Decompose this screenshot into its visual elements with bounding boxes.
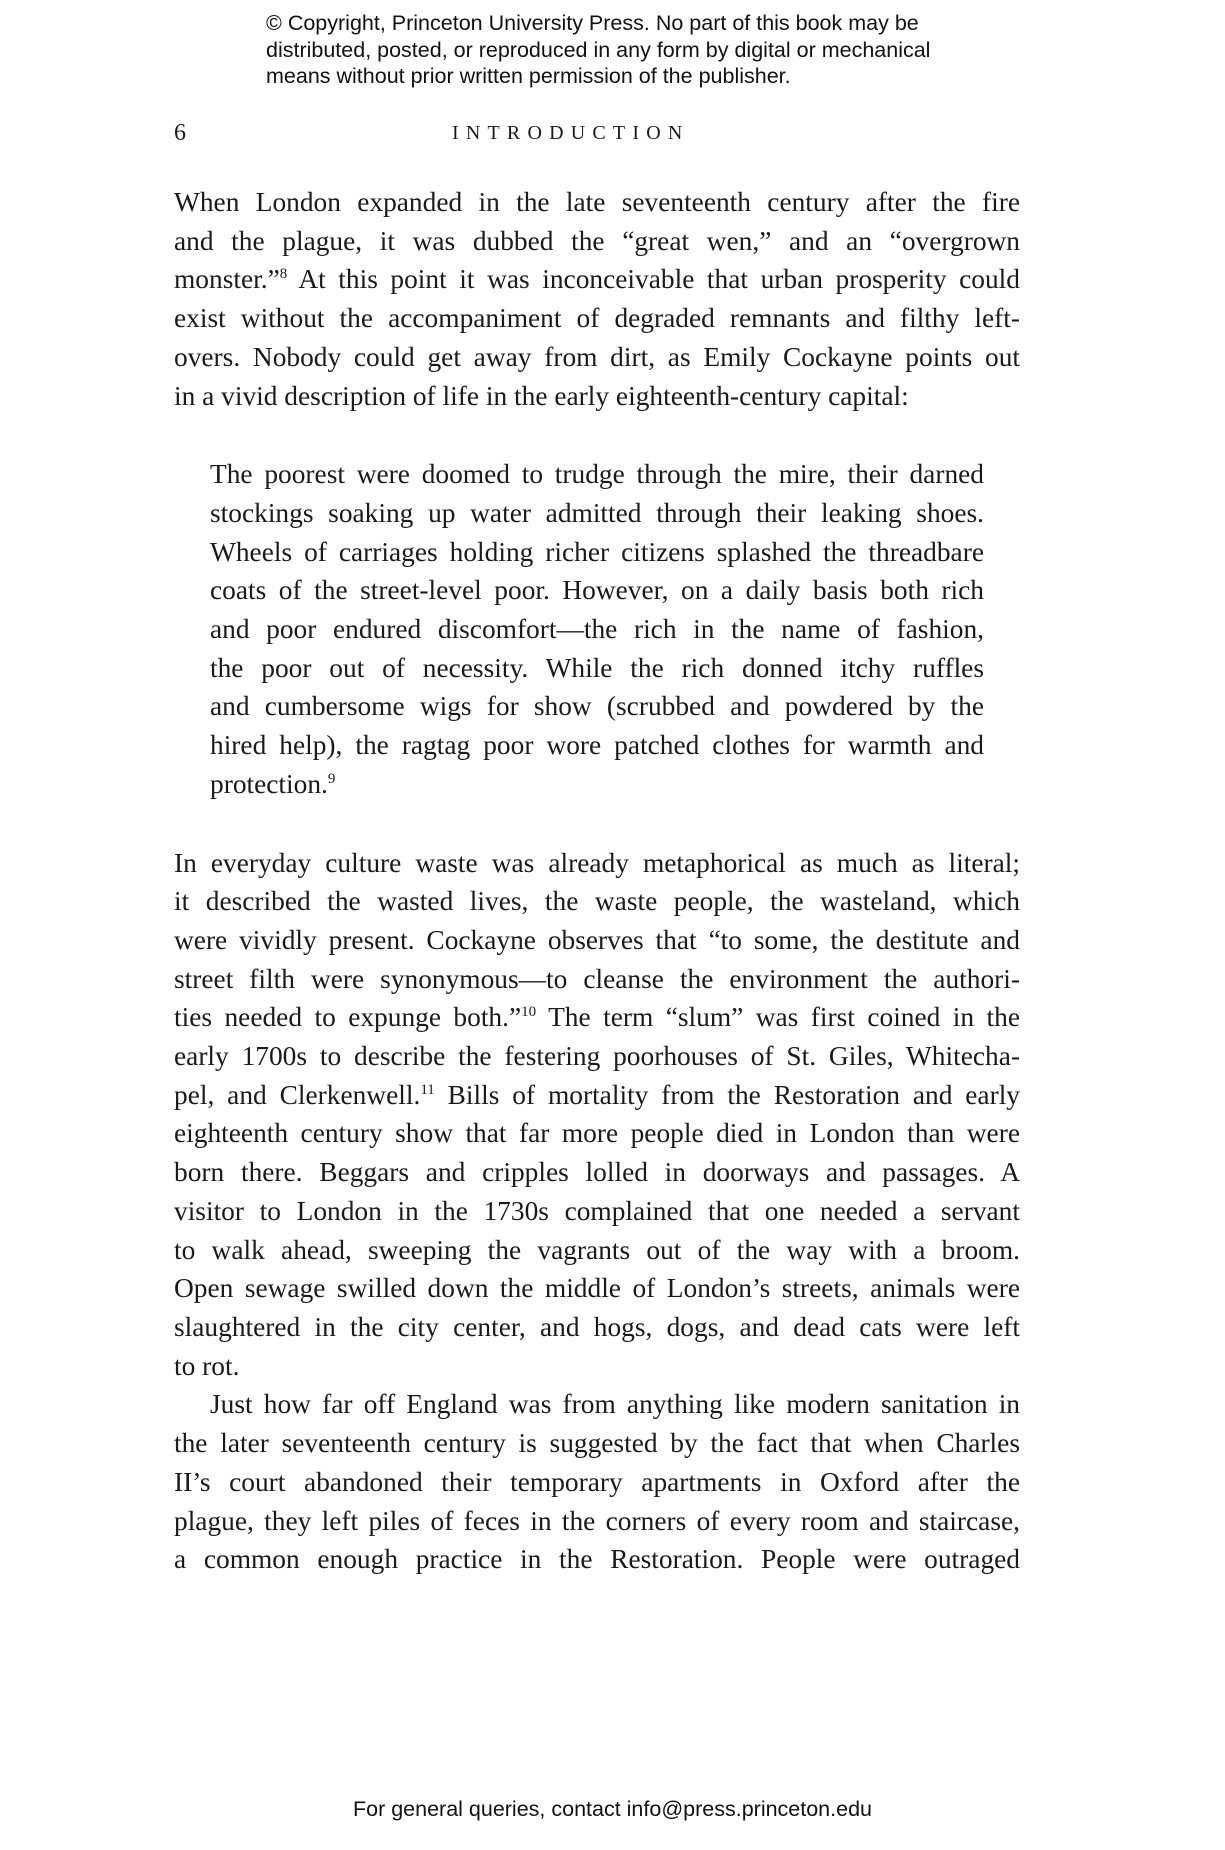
text-line: Open sewage swilled down the middle of London’s streets, animals were bbox=[174, 1273, 1020, 1304]
footnote-ref: 9 bbox=[327, 770, 336, 787]
text-line: exist without the accompaniment of degraded remnants and filthy left- bbox=[174, 303, 1020, 334]
quote-line: Wheels of carriages holding richer citizens splashed the threadbare bbox=[210, 536, 984, 567]
paragraph bbox=[174, 844, 1020, 1386]
text-line: a common enough practice in the Restoration. People were outraged bbox=[174, 1544, 1020, 1575]
text-line: monster.”$^8$ At this point it was inconceivable that urban prosperity could bbox=[174, 264, 1020, 295]
text-line: In everyday culture waste was already metaphorical as much as literal; bbox=[174, 847, 1020, 878]
page-number: 6 bbox=[174, 120, 186, 146]
text-line: Just how far off England was from anything like modern sanitation in bbox=[210, 1389, 1020, 1420]
text-line: street filth were synonymous—to cleanse the environment the authori- bbox=[174, 963, 1020, 994]
copyright-line: © Copyright, Princeton University Press. No part of this book may be bbox=[266, 11, 919, 35]
text-line: were vividly present. Cockayne observes that “to some, the destitute and bbox=[174, 924, 1020, 955]
quote-line: stockings soaking up water admitted through their leaking shoes. bbox=[210, 497, 984, 528]
text-line: plague, they left piles of feces in the corners of every room and staircase, bbox=[174, 1505, 1020, 1536]
text-line: eighteenth century show that far more people died in London than were bbox=[174, 1118, 1020, 1149]
block-quote bbox=[210, 455, 984, 803]
text-line: and the plague, it was dubbed the “great wen,” and an “overgrown bbox=[174, 225, 1020, 256]
text-line: overs. Nobody could get away from dirt, as Emily Cockayne points out bbox=[174, 341, 1020, 372]
text-line: II’s court abandoned their temporary apartments in Oxford after the bbox=[174, 1466, 1020, 1497]
footnote-ref: 10 bbox=[521, 1004, 537, 1021]
text-line: ties needed to expunge both.”$^{10}$ The term “slum” was first coined in the bbox=[174, 1002, 1020, 1033]
quote-line: The poorest were doomed to trudge through the mire, their darned bbox=[210, 459, 984, 490]
quote-line: hired help), the ragtag poor wore patched clothes for warmth and bbox=[210, 730, 984, 761]
text-line: it described the wasted lives, the waste people, the wasteland, which bbox=[174, 886, 1020, 917]
copyright-notice bbox=[266, 10, 1026, 90]
footnote-ref: 11 bbox=[420, 1081, 435, 1098]
footer-contact: For general queries, contact info@press.princeton.edu bbox=[352, 1797, 872, 1821]
text-line: in a vivid description of life in the early eighteenth-century capital: bbox=[174, 380, 909, 411]
copyright-line: distributed, posted, or reproduced in any form by digital or mechanical bbox=[266, 37, 931, 62]
running-head-title: INTRODUCTION bbox=[452, 122, 690, 144]
text-line: the later seventeenth century is suggested by the fact that when Charles bbox=[174, 1428, 1020, 1459]
body-text bbox=[174, 183, 1020, 1579]
text-line: slaughtered in the city center, and hogs, dogs, and dead cats were left bbox=[174, 1311, 1020, 1342]
text-line: to walk ahead, sweeping the vagrants out of the way with a broom. bbox=[174, 1234, 1020, 1265]
paragraph bbox=[174, 183, 1020, 415]
text-line: born there. Beggars and cripples lolled in doorways and passages. A bbox=[174, 1157, 1020, 1188]
quote-line: the poor out of necessity. While the rich donned itchy ruffles bbox=[210, 652, 984, 683]
quote-line: protection.$^9$ bbox=[210, 768, 336, 799]
paragraph bbox=[174, 1385, 1020, 1579]
copyright-line: means without prior written permission of the publisher. bbox=[266, 64, 791, 88]
text-line: visitor to London in the 1730s complained that one needed a servant bbox=[174, 1195, 1020, 1226]
running-head bbox=[174, 118, 1020, 148]
text-line: pel, and Clerkenwell.$^{11}$ Bills of mortality from the Restoration and early bbox=[174, 1079, 1020, 1110]
quote-line: coats of the street-level poor. However, on a daily basis both rich bbox=[210, 575, 984, 606]
text-line: to rot. bbox=[174, 1350, 240, 1381]
text-line: early 1700s to describe the festering poorhouses of St. Giles, Whitecha- bbox=[174, 1041, 1020, 1072]
quote-line: and cumbersome wigs for show (scrubbed and powdered by the bbox=[210, 691, 984, 722]
quote-line: and poor endured discomfort—the rich in the name of fashion, bbox=[210, 614, 984, 645]
footnote-ref: 8 bbox=[279, 266, 288, 283]
text-line: When London expanded in the late seventeenth century after the fire bbox=[174, 187, 1020, 217]
